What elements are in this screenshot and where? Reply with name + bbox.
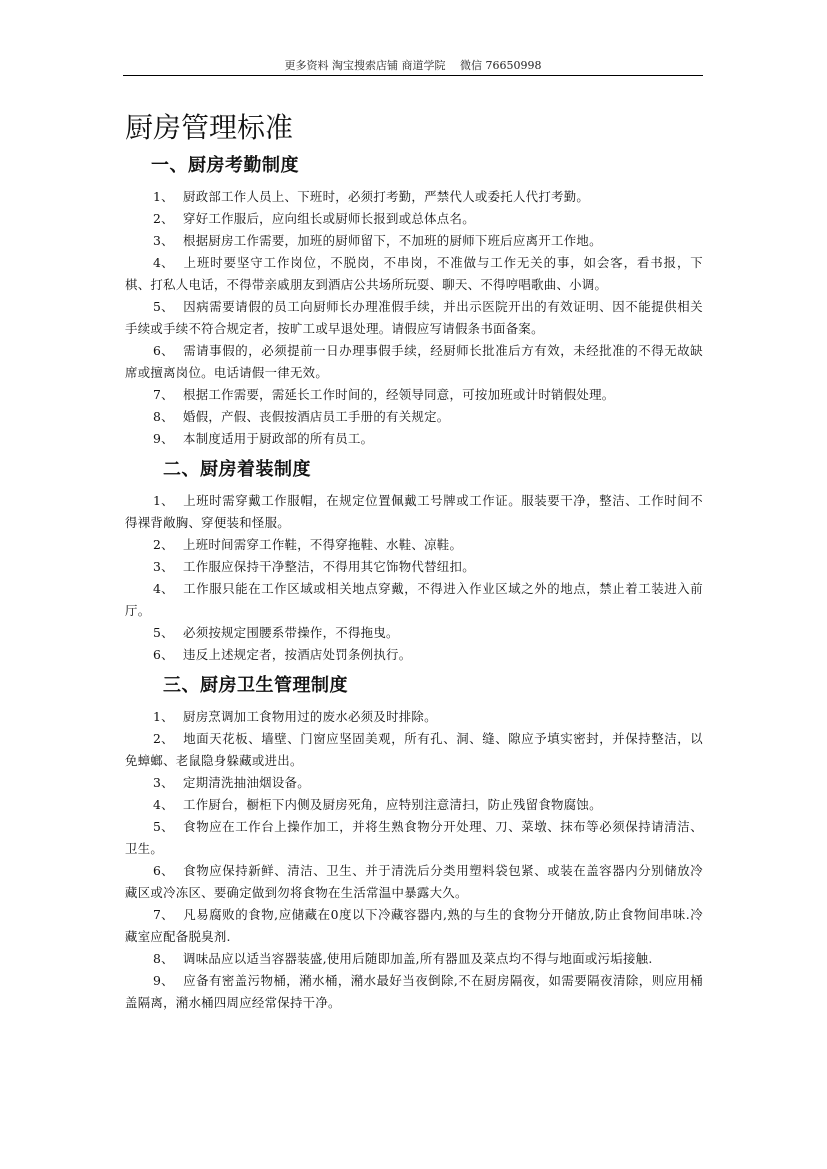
list-item [125, 384, 703, 406]
document-title: 厨房管理标准 [125, 111, 294, 144]
item-text: 食物应保持新鲜、清洁、卫生、并于清洗后分类用塑料袋包紧、或装在盖容器内分别储放冷藏区或冷冻区、要确定做到勿将食物在生活常温中暴露大久。 [125, 863, 703, 900]
list-item [125, 772, 703, 794]
list-item [125, 252, 703, 296]
list-item [125, 556, 703, 578]
item-text: 上班时需穿戴工作服帽，在规定位置佩戴工号牌或工作证。服装要干净，整洁、工作时间不得裸背敞胸、穿便装和怪服。 [125, 493, 703, 530]
list-item [125, 186, 703, 208]
item-text: 根据工作需要，需延长工作时间的，经领导同意，可按加班或计时销假处理。 [183, 387, 615, 402]
list-item [125, 406, 703, 428]
item-number: 7、 [153, 387, 174, 402]
section-heading: 二、厨房着装制度 [163, 459, 311, 480]
list-item [125, 904, 703, 948]
item-number: 4、 [153, 797, 174, 812]
section-heading: 一、厨房考勤制度 [151, 155, 299, 176]
header-divider [123, 75, 703, 76]
list-item [125, 340, 703, 384]
list-item [125, 296, 703, 340]
list-item [125, 230, 703, 252]
list-item [125, 490, 703, 534]
page-header: 更多资料 淘宝搜索店铺 商道学院 微信 76650998 [284, 59, 542, 72]
list-item [125, 816, 703, 860]
list-item [125, 622, 703, 644]
item-number: 2、 [153, 211, 174, 226]
item-number: 5、 [153, 819, 174, 834]
item-number: 6、 [153, 343, 174, 358]
item-text: 必须按规定围腰系带操作，不得拖曳。 [183, 625, 399, 640]
list-item [125, 860, 703, 904]
list-item [125, 794, 703, 816]
item-text: 因病需要请假的员工向厨师长办理准假手续，并出示医院开出的有效证明、因不能提供相关手续或手续不符合规定者，按旷工或早退处理。请假应写请假条书面备案。 [125, 299, 703, 336]
item-text: 厨政部工作人员上、下班时，必须打考勤，严禁代人或委托人代打考勤。 [183, 189, 590, 204]
item-number: 4、 [153, 255, 174, 270]
item-number: 6、 [153, 647, 174, 662]
item-text: 工作服只能在工作区域或相关地点穿戴，不得进入作业区域之外的地点，禁止着工装进入前厅。 [125, 581, 703, 618]
item-text: 定期清洗抽油烟设备。 [183, 775, 310, 790]
item-number: 9、 [153, 973, 174, 988]
item-text: 穿好工作服后，应向组长或厨师长报到或总体点名。 [183, 211, 475, 226]
list-item [125, 578, 703, 622]
item-number: 9、 [153, 431, 174, 446]
item-number: 2、 [153, 537, 174, 552]
document-body [125, 152, 703, 1014]
list-item [125, 706, 703, 728]
item-text: 厨房烹调加工食物用过的废水必须及时排除。 [183, 709, 437, 724]
item-text: 工作服应保持干净整洁，不得用其它饰物代替纽扣。 [183, 559, 475, 574]
item-text: 违反上述规定者，按酒店处罚条例执行。 [183, 647, 412, 662]
item-text: 食物应在工作台上操作加工，并将生熟食物分开处理、刀、菜墩、抹布等必须保持请清洁、卫生。 [125, 819, 703, 856]
item-text: 应备有密盖污物桶，潲水桶，潲水最好当夜倒除,不在厨房隔夜，如需要隔夜清除，则应用桶盖隔离，潲水桶四周应经常保持干净。 [125, 973, 703, 1010]
item-number: 3、 [153, 775, 174, 790]
item-text: 本制度适用于厨政部的所有员工。 [183, 431, 374, 446]
list-item [125, 948, 703, 970]
section-hygiene [125, 672, 703, 1014]
item-number: 5、 [153, 625, 174, 640]
list-item [125, 970, 703, 1014]
item-number: 4、 [153, 581, 174, 596]
item-number: 8、 [153, 951, 174, 966]
item-text: 上班时间需穿工作鞋，不得穿拖鞋、水鞋、凉鞋。 [183, 537, 463, 552]
list-item [125, 208, 703, 230]
item-number: 5、 [153, 299, 174, 314]
list-item [125, 428, 703, 450]
item-number: 6、 [153, 863, 174, 878]
item-number: 2、 [153, 731, 174, 746]
item-number: 1、 [153, 709, 174, 724]
section-heading: 三、厨房卫生管理制度 [163, 675, 348, 696]
item-text: 根据厨房工作需要，加班的厨师留下，不加班的厨师下班后应离开工作地。 [183, 233, 602, 248]
item-text: 工作厨台，橱柜下内侧及厨房死角，应特别注意清扫，防止残留食物腐蚀。 [183, 797, 602, 812]
item-text: 婚假，产假、丧假按酒店员工手册的有关规定。 [183, 409, 450, 424]
item-number: 8、 [153, 409, 174, 424]
item-text: 调味品应以适当容器装盛,使用后随即加盖,所有器皿及菜点均不得与地面或污垢接触. [183, 951, 653, 966]
item-text: 上班时要坚守工作岗位，不脱岗，不串岗，不准做与工作无关的事，如会客，看书报，下棋、打私人电话，不得带亲戚朋友到酒店公共场所玩耍、聊天、不得哼唱歌曲、小调。 [125, 255, 703, 292]
section-attendance [125, 152, 703, 450]
item-number: 3、 [153, 233, 174, 248]
item-number: 1、 [153, 493, 174, 508]
item-text: 需请事假的，必须提前一日办理事假手续，经厨师长批准后方有效，未经批准的不得无故缺席或擅离岗位。电话请假一律无效。 [125, 343, 703, 380]
list-item [125, 728, 703, 772]
section-dress-code [125, 456, 703, 666]
item-number: 3、 [153, 559, 174, 574]
list-item [125, 534, 703, 556]
item-text: 凡易腐败的食物,应储藏在0度以下冷藏容器内,熟的与生的食物分开储放,防止食物间串味.冷藏室应配备脱臭剂. [125, 907, 703, 944]
item-number: 1、 [153, 189, 174, 204]
item-number: 7、 [153, 907, 174, 922]
list-item [125, 644, 703, 666]
item-text: 地面天花板、墙壁、门窗应坚固美观，所有孔、洞、缝、隙应予填实密封，并保持整洁，以免蟑螂、老鼠隐身躲藏或进出。 [125, 731, 703, 768]
